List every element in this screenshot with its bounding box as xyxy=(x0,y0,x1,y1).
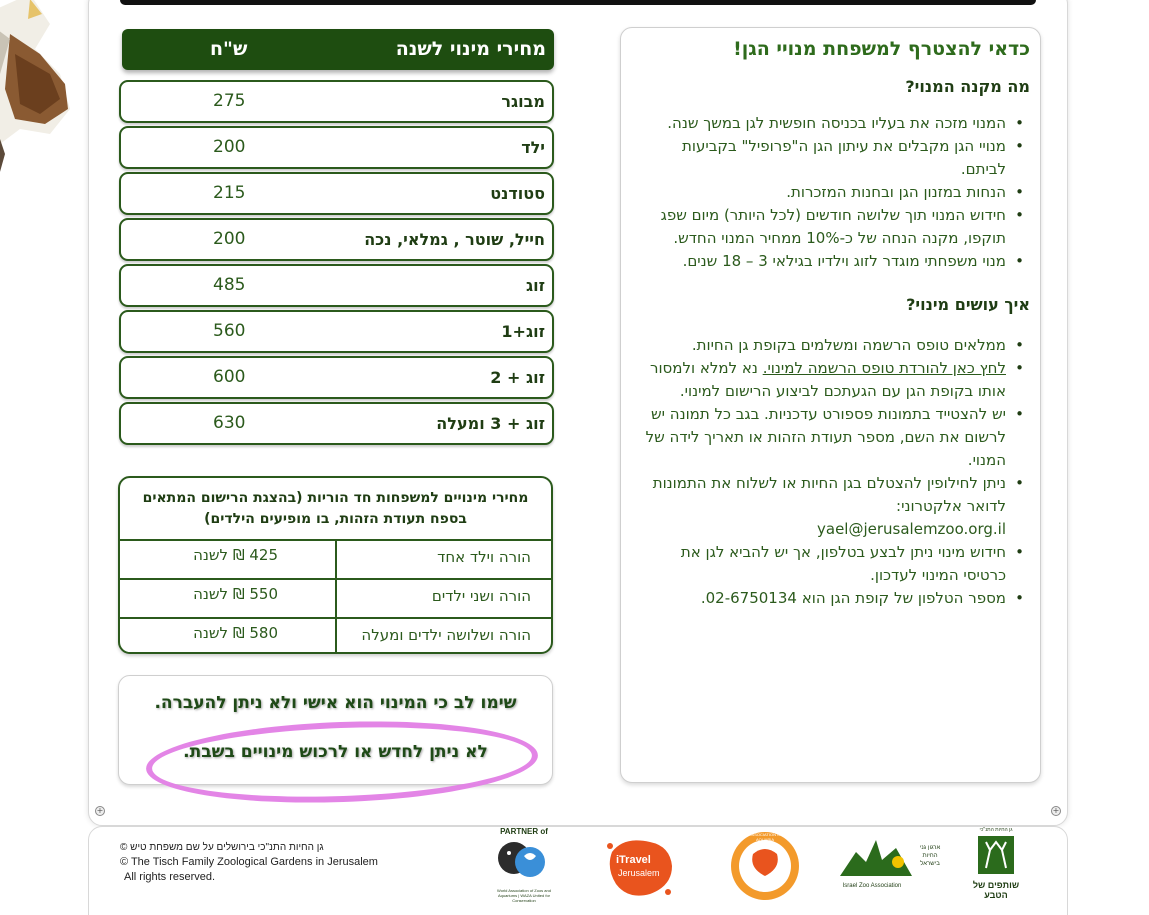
notice-personal: שימו לב כי המינוי הוא אישי ולא ניתן להעברה. xyxy=(154,693,517,713)
price-row-value: 275 xyxy=(213,91,246,111)
price-header-label: מחירי מינוי לשנה xyxy=(395,38,546,60)
eaza-ring-label: EUROPEAN ASSOCIATION OF ZOOS AND AQUARIA xyxy=(725,832,805,842)
price-row-label: זוג + 3 ומעלה xyxy=(436,414,545,433)
price-row-label: סטודנט xyxy=(490,184,545,203)
price-header-unit: ש"ח xyxy=(210,38,248,60)
copyright-hebrew: © גן החיות התנ"כי בירושלים על שם משפחת טיש xyxy=(120,842,324,853)
price-row xyxy=(119,126,554,169)
waza-label: World Association of Zoos and Aquariums | WAZA United for Conservation xyxy=(497,888,551,903)
price-row xyxy=(119,264,554,307)
table-cell-price: 425 ₪ לשנה xyxy=(193,546,278,564)
price-row xyxy=(119,402,554,445)
waza-partner-label: PARTNER of xyxy=(500,827,548,836)
photo-email-text: ניתן לחילופין להצטלם בגן החיות או לשלוח את התמונות לדואר אלקטרוני: xyxy=(652,474,1006,515)
single-parent-prices xyxy=(118,476,553,654)
itravel-logo[interactable] xyxy=(602,834,678,902)
list-item: • מנוי משפחתי מוגדר לזוג וילדיו בגילאי 3 – 18 שנים. xyxy=(635,250,1030,273)
tisch-bottom-label: שותפים של הטבע xyxy=(972,880,1020,900)
download-form-text: נא למלא ולמסור אותו בקופת הגן עם הגעתכם לביצוע הרישום למינוי. xyxy=(649,359,1006,400)
table-cell-label: הורה ושני ילדים xyxy=(335,580,551,617)
info-title: כדאי להצטרף למשפחת מנויי הגן! xyxy=(733,38,1030,60)
waza-icon xyxy=(496,836,552,884)
tisch-zoo-logo[interactable] xyxy=(968,826,1024,902)
table-cell-label: הורה וילד אחד xyxy=(335,541,551,578)
price-row-value: 560 xyxy=(213,321,246,341)
waza-logo[interactable] xyxy=(496,828,552,906)
list-item: • המנוי מזכה את בעליו בכניסה חופשית לגן במשך שנה. xyxy=(635,112,1030,135)
table-cell-price: 550 ₪ לשנה xyxy=(193,585,278,603)
list-item: • חידוש המנוי תוך שלושה חודשים (לכל היותר) מיום שפג תוקפו, מקנה הנחה של כ-10% ממחיר המנוי החדש. xyxy=(635,204,1030,250)
price-row-value: 200 xyxy=(213,229,246,249)
israel-zoo-association-logo[interactable] xyxy=(832,830,944,902)
how-heading: איך עושים מינוי? xyxy=(906,295,1030,314)
price-row-label: מבוגר xyxy=(501,92,545,111)
table-row xyxy=(120,578,551,617)
price-row xyxy=(119,356,554,399)
list-item: • חידוש מינוי ניתן לבצע בטלפון, אך יש להביא לגן את כרטיסי המינוי לעדכון. xyxy=(635,541,1030,587)
table-cell-label: הורה ושלושה ילדים ומעלה xyxy=(335,619,551,654)
notice-shabbat: לא ניתן לחדש או לרכוש מינויים בשבת. xyxy=(183,742,488,762)
tisch-icon xyxy=(976,834,1016,876)
list-item: • מנויי הגן מקבלים את עיתון הגן ה"פרופיל" בקביעות לביתם. xyxy=(635,135,1030,181)
copyright-english: © The Tisch Family Zoological Gardens in Jerusalem xyxy=(120,856,378,868)
single-parent-title: מחירי מינויים למשפחות חד הוריות (בהצגת הרישום המתאים בספח תעודת הזהות, בו מופיעים הילדים) xyxy=(142,490,529,527)
price-row-value: 600 xyxy=(213,367,246,387)
table-row xyxy=(120,539,551,578)
table-cell-price: 580 ₪ לשנה xyxy=(193,624,278,642)
screw-icon: + xyxy=(1052,806,1060,815)
list-item: • מספר הטלפון של קופת הגן הוא 02-6750134. xyxy=(635,587,1030,610)
list-item: • יש להצטייד בתמונות פספורט עדכניות. בגב כל תמונה יש לרשום את השם, מספר תעודת הזהות או תאריך לידה של המנוי. xyxy=(635,403,1030,472)
itravel-label: iTravel xyxy=(616,854,651,866)
price-row-label: זוג + 2 xyxy=(490,368,545,387)
price-row-value: 200 xyxy=(213,137,246,157)
download-form-link[interactable]: לחץ כאן להורדת טופס הרשמה למינוי. xyxy=(762,359,1006,377)
price-row-label: זוג xyxy=(525,276,545,295)
price-row-label: זוג+1 xyxy=(501,322,545,341)
what-list xyxy=(635,112,1030,273)
price-row xyxy=(119,172,554,215)
izoo-english-label: Israel Zoo Association xyxy=(842,883,902,889)
izoo-hebrew-label: ארגון גני החיות בישראל xyxy=(919,845,941,867)
table-row xyxy=(120,617,551,654)
membership-info-panel xyxy=(620,27,1041,783)
what-heading: מה מקנה המנוי? xyxy=(905,77,1030,96)
tisch-top-label: גן החיות התנ"כי xyxy=(979,827,1013,833)
price-row-value: 630 xyxy=(213,413,246,433)
list-item xyxy=(635,472,1030,541)
itravel-sub-label: Jerusalem xyxy=(618,868,660,878)
footer-copyright xyxy=(120,840,378,885)
screw-icon: + xyxy=(96,806,104,815)
eaza-label: EAZA xyxy=(750,874,780,886)
top-bar xyxy=(120,0,1036,5)
how-list xyxy=(635,334,1030,610)
price-row-label: חייל, שוטר , גמלאי, נכה xyxy=(364,230,545,249)
single-parent-table xyxy=(120,539,551,652)
price-row-label: ילד xyxy=(521,138,545,157)
price-row-value: 485 xyxy=(213,275,246,295)
list-item: • ממלאים טופס הרשמה ומשלמים בקופת גן החיות. xyxy=(635,334,1030,357)
izoo-icon xyxy=(836,832,916,880)
email-link[interactable]: yael@jerusalemzoo.org.il xyxy=(817,520,1006,538)
price-row-value: 215 xyxy=(213,183,246,203)
price-row xyxy=(119,310,554,353)
price-row xyxy=(119,218,554,261)
eaza-logo[interactable] xyxy=(725,830,805,902)
list-item xyxy=(635,357,1030,403)
bird-image xyxy=(0,0,90,194)
copyright-rights: All rights reserved. xyxy=(124,871,216,883)
price-table-header xyxy=(122,29,554,70)
price-row xyxy=(119,80,554,123)
list-item: • הנחות במזנון הגן ובחנות המזכרות. xyxy=(635,181,1030,204)
